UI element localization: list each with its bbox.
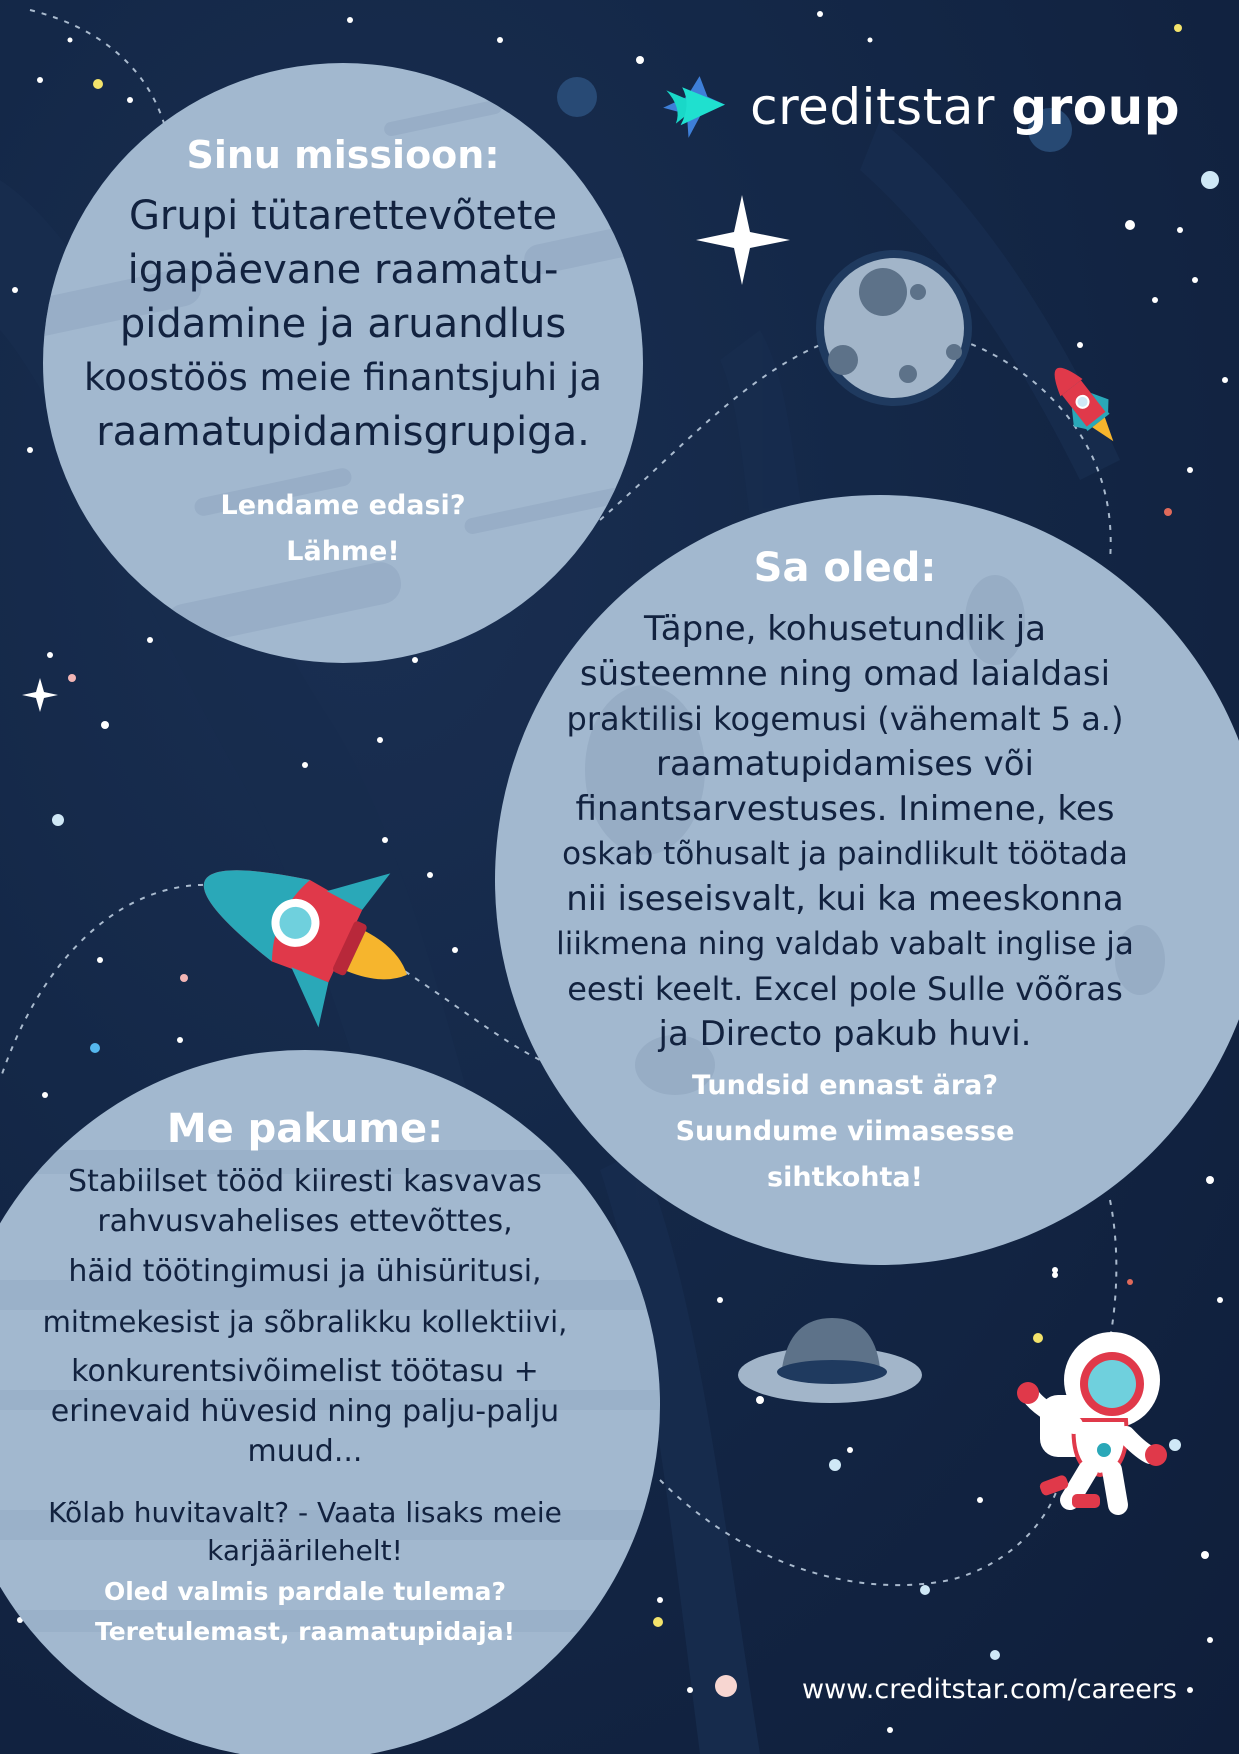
profile-cta-line: Suundume viimasesse bbox=[675, 1116, 1015, 1147]
profile-line: finantsarvestuses. Inimene, kes bbox=[575, 789, 1115, 829]
profile-line: nii iseseisvalt, kui ka meeskonna bbox=[566, 879, 1124, 919]
mission-heading: Sinu missioon: bbox=[186, 133, 500, 177]
mission-line: Grupi tütarettevõtete bbox=[128, 193, 558, 239]
mission-line: koostöös meie finantsjuhi ja bbox=[84, 356, 602, 399]
offer-cta-line: Oled valmis pardale tulema? bbox=[103, 1577, 507, 1606]
mission-line: igapäevane raamatu- bbox=[127, 247, 559, 293]
offer-planet bbox=[0, 1050, 660, 1754]
profile-text bbox=[556, 607, 1134, 1057]
mission-cta-line: Lendame edasi? bbox=[220, 490, 466, 521]
profile-line: oskab tõhusalt ja paindlikult töötada bbox=[562, 836, 1128, 872]
profile-line: raamatupidamises või bbox=[655, 744, 1035, 784]
moon-illustration bbox=[816, 250, 972, 406]
offer-line: Stabiilset tööd kiiresti kasvavas bbox=[68, 1164, 542, 1199]
offer-text bbox=[43, 1162, 568, 1472]
profile-line: süsteemne ning omad laialdasi bbox=[579, 654, 1111, 694]
profile-cta bbox=[676, 1063, 1015, 1201]
offer-heading: Me pakume: bbox=[166, 1106, 444, 1152]
creditstar-logo bbox=[660, 62, 1180, 152]
brand-name-light: creditstar bbox=[750, 78, 995, 136]
profile-line: liikmena ning valdab vabalt inglise ja bbox=[556, 926, 1134, 962]
offer-note-line: karjäärilehelt! bbox=[207, 1534, 403, 1567]
offer-cta-line: Teretulemast, raamatupidaja! bbox=[94, 1617, 515, 1646]
careers-url[interactable]: www.creditstar.com/careers bbox=[802, 1674, 1177, 1705]
profile-heading: Sa oled: bbox=[753, 545, 937, 591]
ufo-illustration bbox=[738, 1318, 922, 1403]
offer-line: konkurentsivõimelist töötasu + bbox=[71, 1354, 539, 1389]
mission-line: pidamine ja aruandlus bbox=[119, 301, 567, 347]
offer-line: muud... bbox=[247, 1434, 363, 1469]
profile-line: ja Directo pakub huvi. bbox=[658, 1014, 1032, 1054]
profile-line: Täpne, kohusetundlik ja bbox=[644, 609, 1046, 649]
brand-name-bold: group bbox=[1011, 78, 1180, 136]
mission-text bbox=[84, 189, 602, 459]
offer-line: rahvusvahelises ettevõttes, bbox=[97, 1204, 513, 1239]
astronaut-illustration bbox=[1017, 1332, 1167, 1508]
offer-line: mitmekesist ja sõbralikku kollektiivi, bbox=[42, 1305, 568, 1339]
mission-cta-line: Lähme! bbox=[286, 536, 400, 567]
profile-line: eesti keelt. Excel pole Sulle võõras bbox=[567, 970, 1123, 1008]
offer-cta bbox=[95, 1572, 515, 1652]
offer-line: häid töötingimusi ja ühisüritusi, bbox=[68, 1254, 542, 1289]
profile-cta-line: Tundsid ennast ära? bbox=[691, 1070, 999, 1101]
mission-line: raamatupidamisgrupiga. bbox=[96, 409, 590, 455]
offer-line: erinevaid hüvesid ning palju-palju bbox=[50, 1394, 560, 1429]
offer-note bbox=[48, 1494, 562, 1570]
profile-cta-line: sihtkohta! bbox=[767, 1162, 923, 1193]
offer-note-line: Kõlab huvitavalt? - Vaata lisaks meie bbox=[48, 1496, 562, 1529]
creditstar-star-icon bbox=[660, 64, 728, 150]
profile-line: praktilisi kogemusi (vähemalt 5 a.) bbox=[566, 700, 1124, 738]
mission-cta bbox=[221, 483, 466, 575]
